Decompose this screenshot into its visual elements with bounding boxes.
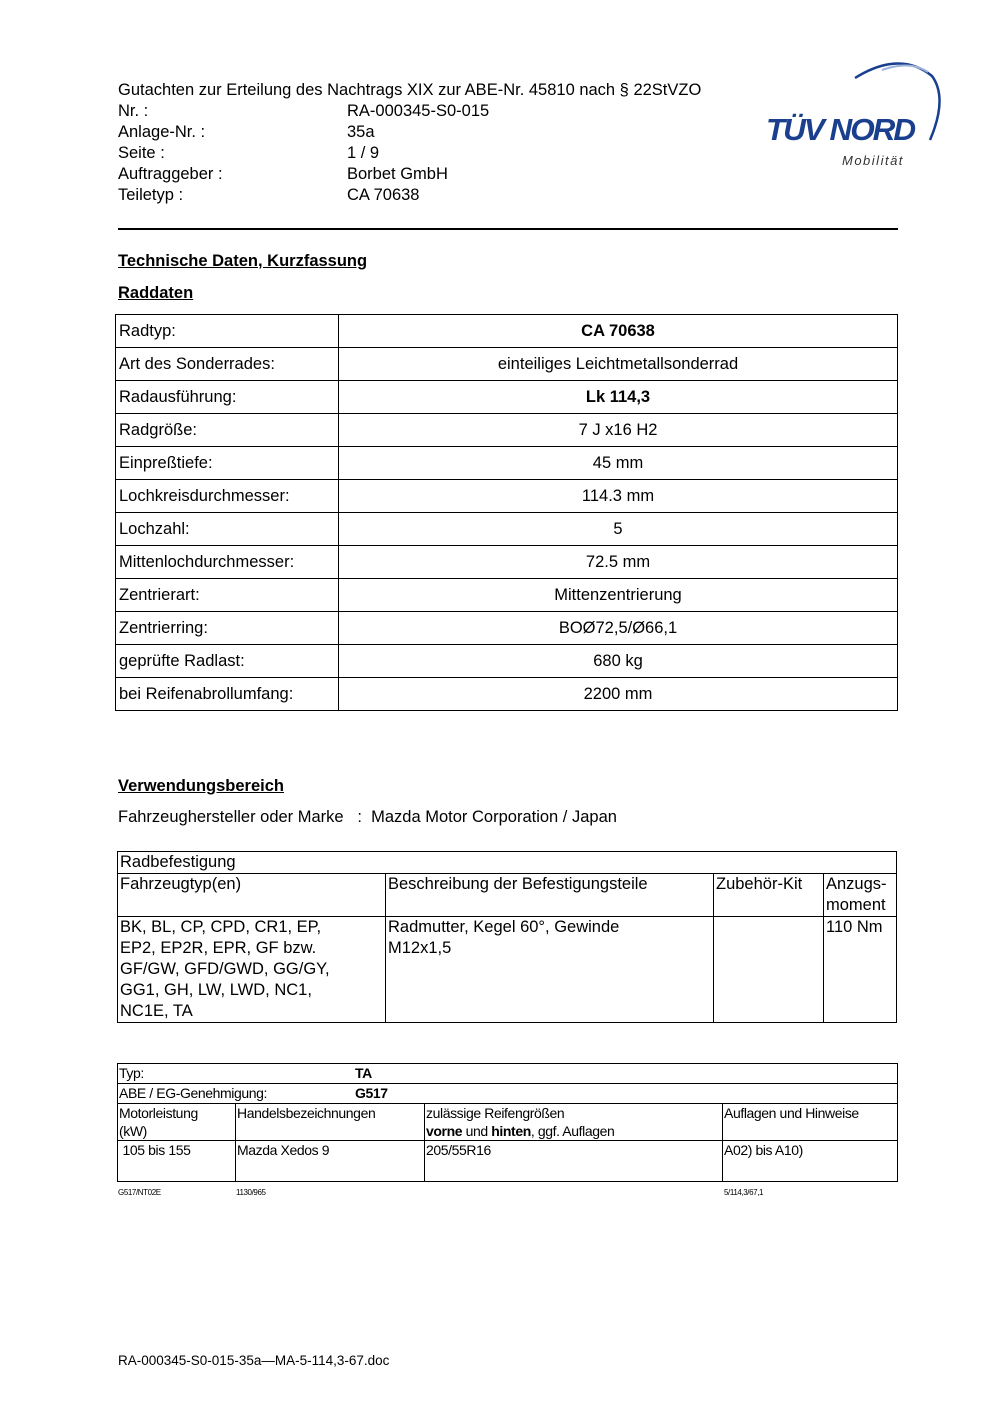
header-label: Teiletyp : xyxy=(118,186,184,204)
reifen-rest: , ggf. Auflagen xyxy=(530,1123,615,1139)
row-value: 45 mm xyxy=(339,447,898,480)
header-value: 1 / 9 xyxy=(347,144,380,162)
table-row xyxy=(116,480,898,513)
table-row xyxy=(116,447,898,480)
table-row xyxy=(118,917,897,1023)
accessory-kit xyxy=(714,917,824,1023)
table-row xyxy=(116,381,898,414)
row-label: bei Reifenabrollumfang: xyxy=(116,678,339,711)
table-row xyxy=(116,546,898,579)
conditions: A02) bis A10) xyxy=(723,1141,898,1182)
code-5114: 5/114,3/67,1 xyxy=(724,1188,764,1197)
trade-name: Mazda Xedos 9 xyxy=(236,1141,425,1182)
row-value: 114.3 mm xyxy=(339,480,898,513)
table-row xyxy=(116,579,898,612)
header-value: 35a xyxy=(347,123,375,141)
row-label: Radausführung: xyxy=(116,381,339,414)
document-header xyxy=(118,80,701,206)
col-header: Fahrzeugtyp(en) xyxy=(118,874,386,917)
row-label: Lochkreisdurchmesser: xyxy=(116,480,339,513)
table-row xyxy=(116,315,898,348)
reifen-hinten: hinten xyxy=(491,1123,531,1139)
verwendung-heading: Verwendungsbereich xyxy=(118,777,284,795)
table-row xyxy=(116,414,898,447)
typ-label: Typ: xyxy=(119,1065,144,1081)
col-header-reifen xyxy=(425,1104,723,1141)
row-value: CA 70638 xyxy=(339,315,898,348)
typ-value: TA xyxy=(355,1065,372,1081)
row-value: Mittenzentrierung xyxy=(339,579,898,612)
code-1130: 1130/965 xyxy=(236,1188,266,1197)
row-label: Radgröße: xyxy=(116,414,339,447)
reifen-line1: zulässige Reifengrößen xyxy=(426,1105,565,1121)
fastener-description: Radmutter, Kegel 60°, Gewinde M12x1,5 xyxy=(386,917,714,1023)
table-row xyxy=(118,1141,898,1182)
col-header-auflagen: Auflagen und Hinweise xyxy=(723,1104,898,1141)
header-row-seite xyxy=(118,143,701,164)
section-title: Technische Daten, Kurzfassung xyxy=(118,252,368,270)
header-row-auftraggeber xyxy=(118,164,701,185)
table-row xyxy=(116,645,898,678)
header-label: Seite : xyxy=(118,144,165,162)
table-row xyxy=(116,513,898,546)
vehicle-types: BK, BL, CP, CPD, CR1, EP, EP2, EP2R, EPR, GF bzw. GF/GW, GFD/GWD, GG/GY, GG1, GH, LW, LWD, NC1, NC1E, TA xyxy=(118,917,386,1023)
manufacturer-label: Fahrzeughersteller oder Marke xyxy=(118,808,344,826)
row-value: Lk 114,3 xyxy=(339,381,898,414)
col-header: Beschreibung der Befestigungsteile xyxy=(386,874,714,917)
col-header-motor: Motorleistung (kW) xyxy=(118,1104,236,1141)
header-row-teiletyp xyxy=(118,185,701,206)
abe-value: G517 xyxy=(355,1085,388,1101)
header-row-nr xyxy=(118,101,701,122)
row-label: Zentrierring: xyxy=(116,612,339,645)
header-value: CA 70638 xyxy=(347,186,420,204)
row-label: Art des Sonderrades: xyxy=(116,348,339,381)
header-divider xyxy=(118,228,898,230)
row-value: 5 xyxy=(339,513,898,546)
header-value: Borbet GmbH xyxy=(347,165,448,183)
col-header-handel: Handelsbezeichnungen xyxy=(236,1104,425,1141)
manufacturer-line xyxy=(118,808,617,827)
code-g517: G517/NT02E xyxy=(118,1188,161,1197)
tire-size: 205/55R16 xyxy=(425,1141,723,1182)
manufacturer-value: Mazda Motor Corporation / Japan xyxy=(371,808,617,826)
row-value: BOØ72,5/Ø66,1 xyxy=(339,612,898,645)
header-label: Nr. : xyxy=(118,102,149,120)
row-value: 72.5 mm xyxy=(339,546,898,579)
row-label: Zentrierart: xyxy=(116,579,339,612)
abe-row xyxy=(118,1084,898,1104)
header-value: RA-000345-S0-015 xyxy=(347,102,490,120)
table-row xyxy=(116,348,898,381)
raddaten-heading: Raddaten xyxy=(118,284,194,302)
row-label: Lochzahl: xyxy=(116,513,339,546)
row-label: Radtyp: xyxy=(116,315,339,348)
tuv-nord-logo xyxy=(760,58,942,173)
row-value: einteiliges Leichtmetallsonderrad xyxy=(339,348,898,381)
row-label: geprüfte Radlast: xyxy=(116,645,339,678)
reifen-und: und xyxy=(462,1123,492,1139)
table-row xyxy=(116,678,898,711)
row-value: 680 kg xyxy=(339,645,898,678)
col-header: Zubehör-Kit xyxy=(714,874,824,917)
logo-brand: TÜV NORD xyxy=(766,112,916,147)
header-row-anlage xyxy=(118,122,701,143)
manufacturer-separator: : xyxy=(357,808,362,826)
table-row xyxy=(116,612,898,645)
header-label: Auftraggeber : xyxy=(118,165,223,183)
reifen-vorne: vorne xyxy=(426,1123,463,1139)
torque: 110 Nm xyxy=(824,917,897,1023)
row-value: 7 J x16 H2 xyxy=(339,414,898,447)
header-label: Anlage-Nr. : xyxy=(118,123,206,141)
document-footer: RA-000345-S0-015-35a—MA-5-114,3-67.doc xyxy=(118,1353,390,1368)
typ-table xyxy=(117,1063,898,1182)
row-label: Mittenlochdurchmesser: xyxy=(116,546,339,579)
radbefestigung-title: Radbefestigung xyxy=(118,852,897,874)
document-title: Gutachten zur Erteilung des Nachtrags XIX zur ABE-Nr. 45810 nach § 22StVZO xyxy=(118,81,702,99)
col-header: Anzugs- moment xyxy=(824,874,897,917)
logo-sub: Mobilität xyxy=(842,153,904,168)
motor-power: 105 bis 155 xyxy=(118,1141,236,1182)
row-value: 2200 mm xyxy=(339,678,898,711)
typ-row xyxy=(118,1064,898,1084)
row-label: Einpreßtiefe: xyxy=(116,447,339,480)
radbefestigung-table xyxy=(117,851,897,1023)
abe-label: ABE / EG-Genehmigung: xyxy=(119,1085,268,1101)
raddaten-table xyxy=(115,314,898,711)
